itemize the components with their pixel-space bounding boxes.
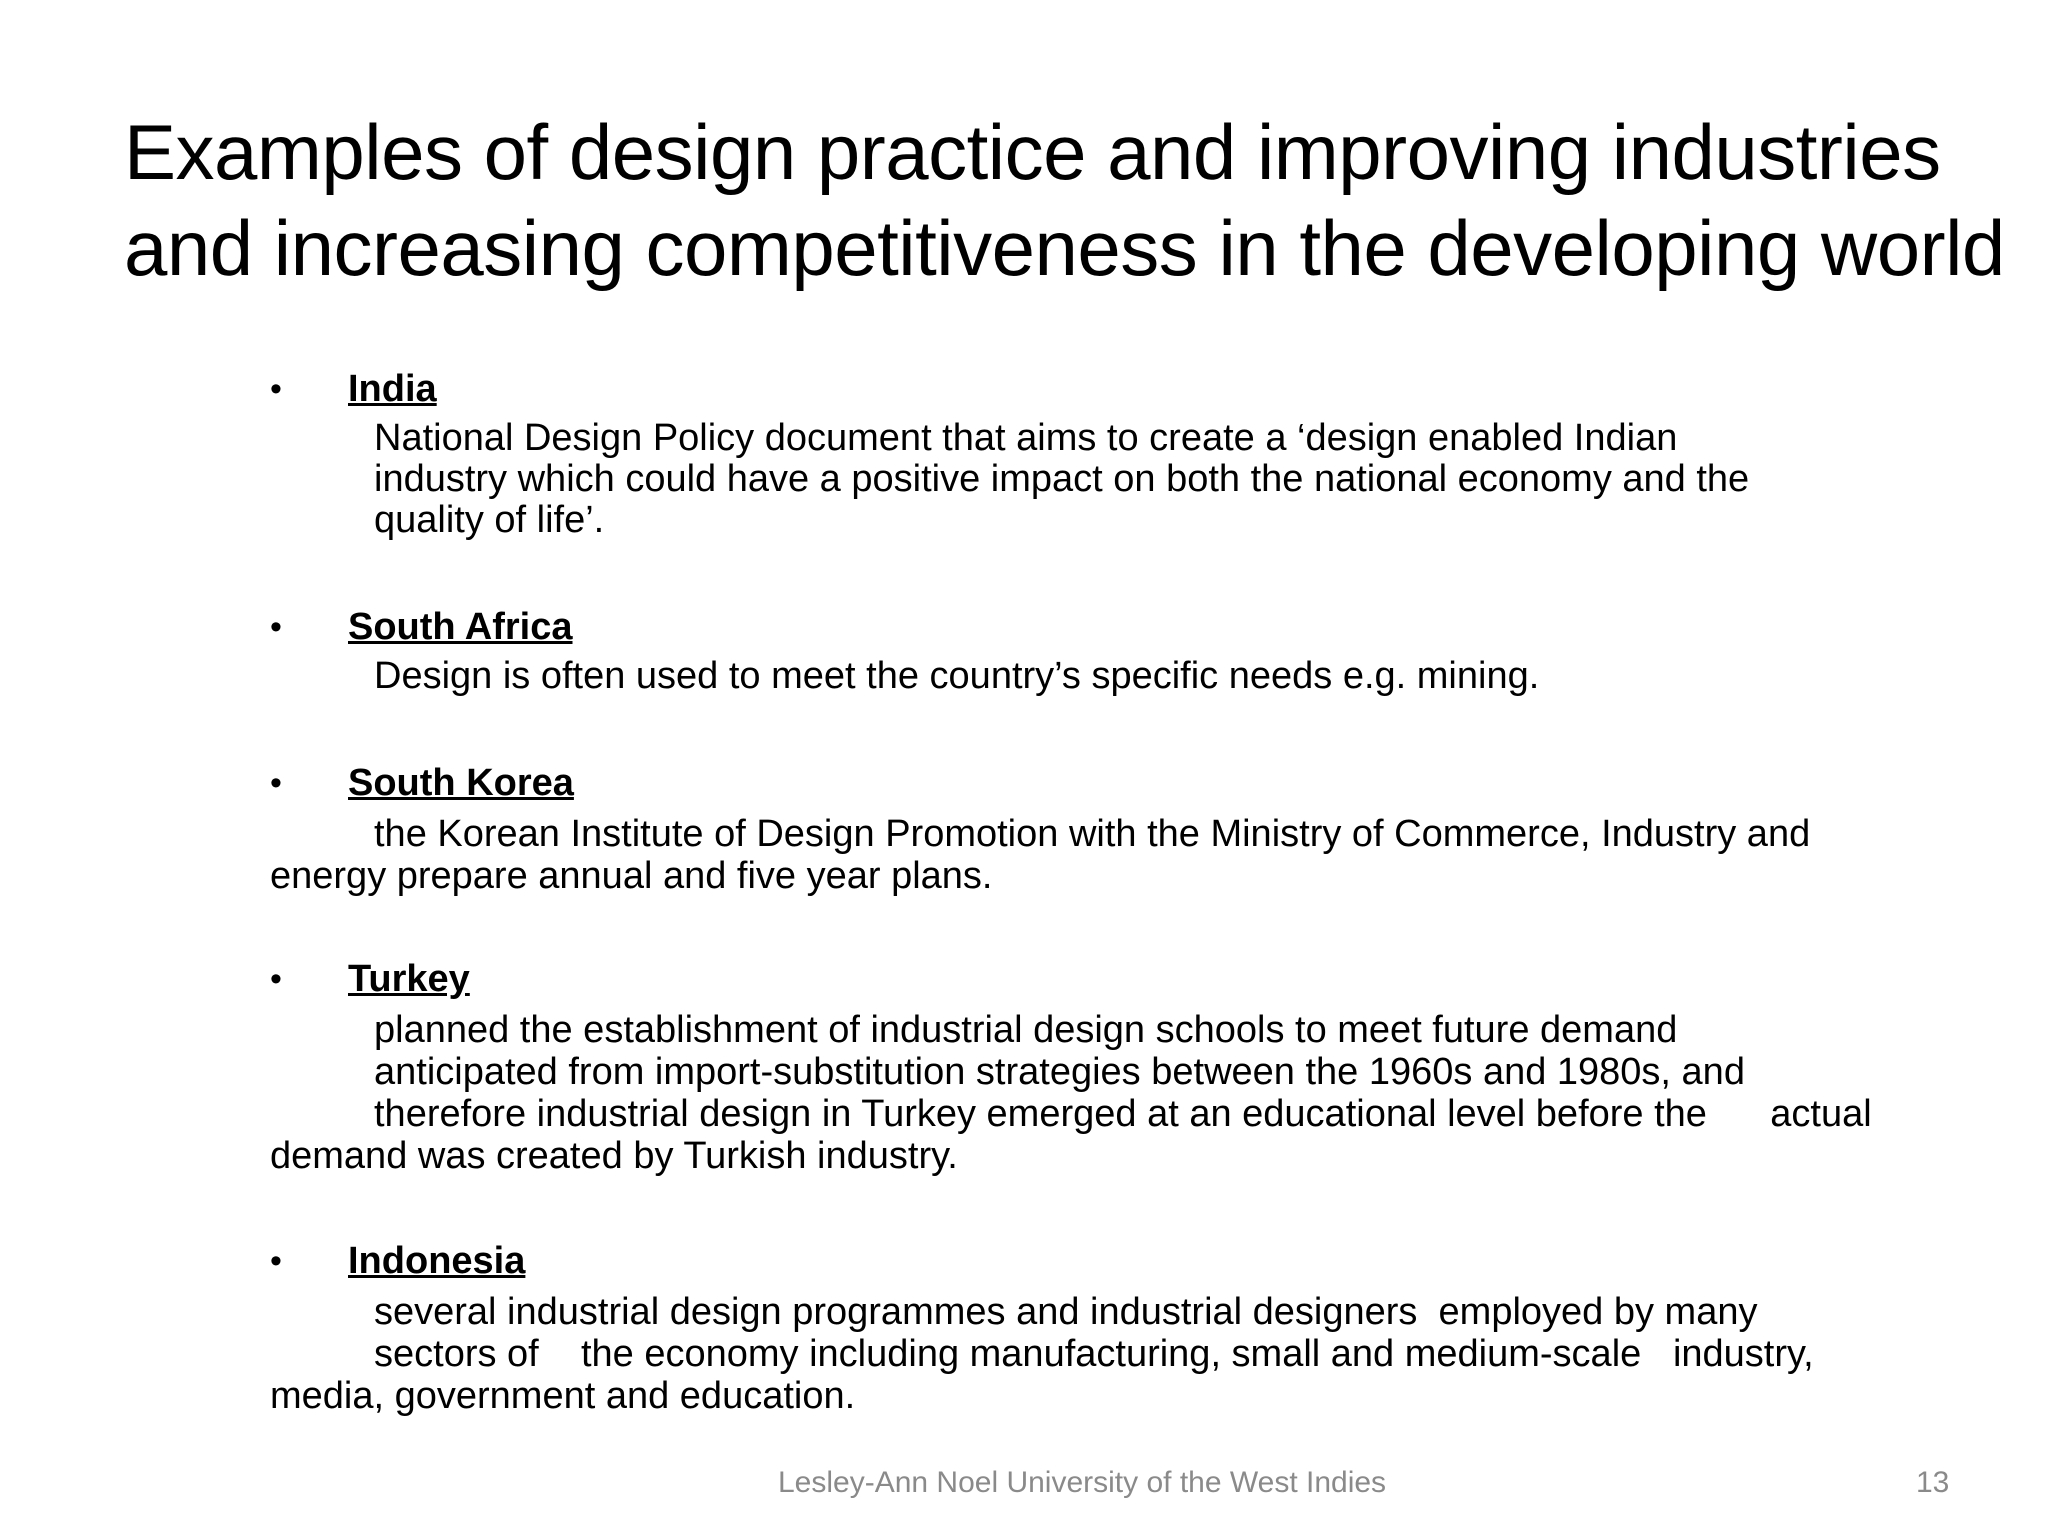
slide-title bbox=[124, 104, 2004, 296]
bullet-dot: • bbox=[270, 370, 282, 408]
country-heading: Turkey bbox=[348, 958, 470, 1000]
bullet-description-line: sectors of the economy including manufacturing, small and medium-scale industry, bbox=[374, 1333, 1814, 1375]
country-heading: India bbox=[348, 368, 437, 410]
bullet-description-line: anticipated from import-substitution strategies between the 1960s and 1980s, and bbox=[374, 1051, 1745, 1093]
country-heading: South Africa bbox=[348, 606, 573, 648]
bullet-description-line: several industrial design programmes and industrial designers employed by many bbox=[374, 1291, 1758, 1333]
slide-title-line: Examples of design practice and improving industries bbox=[124, 108, 1941, 196]
bullet-description-line: Design is often used to meet the country’s specific needs e.g. mining. bbox=[374, 655, 1540, 697]
country-heading: Indonesia bbox=[348, 1240, 526, 1282]
footer-author: Lesley-Ann Noel University of the West Indies bbox=[778, 1466, 1387, 1499]
slide-title-line: and increasing competitiveness in the developing world bbox=[124, 204, 2005, 292]
country-heading: South Korea bbox=[348, 762, 574, 804]
bullet-dot: • bbox=[270, 1242, 282, 1280]
bullet-description-line: National Design Policy document that aims to create a ‘design enabled Indian bbox=[374, 417, 1678, 459]
slide-page-number: 13 bbox=[1916, 1466, 1950, 1499]
bullet-description-line: demand was created by Turkish industry. bbox=[270, 1135, 958, 1177]
bullet-description-line: energy prepare annual and five year plans. bbox=[270, 855, 993, 897]
bullet-description-line: industry which could have a positive impact on both the national economy and the bbox=[374, 458, 1750, 500]
bullet-description-line: the Korean Institute of Design Promotion with the Ministry of Commerce, Industry and bbox=[374, 813, 1811, 855]
bullet-dot: • bbox=[270, 764, 282, 802]
bullet-description-line: therefore industrial design in Turkey emerged at an educational level before the actual bbox=[374, 1093, 1872, 1135]
bullet-description-line: media, government and education. bbox=[270, 1375, 856, 1417]
bullet-dot: • bbox=[270, 960, 282, 998]
bullet-description-line: planned the establishment of industrial design schools to meet future demand bbox=[374, 1009, 1678, 1051]
bullet-dot: • bbox=[270, 608, 282, 646]
bullet-description-line: quality of life’. bbox=[374, 499, 605, 541]
